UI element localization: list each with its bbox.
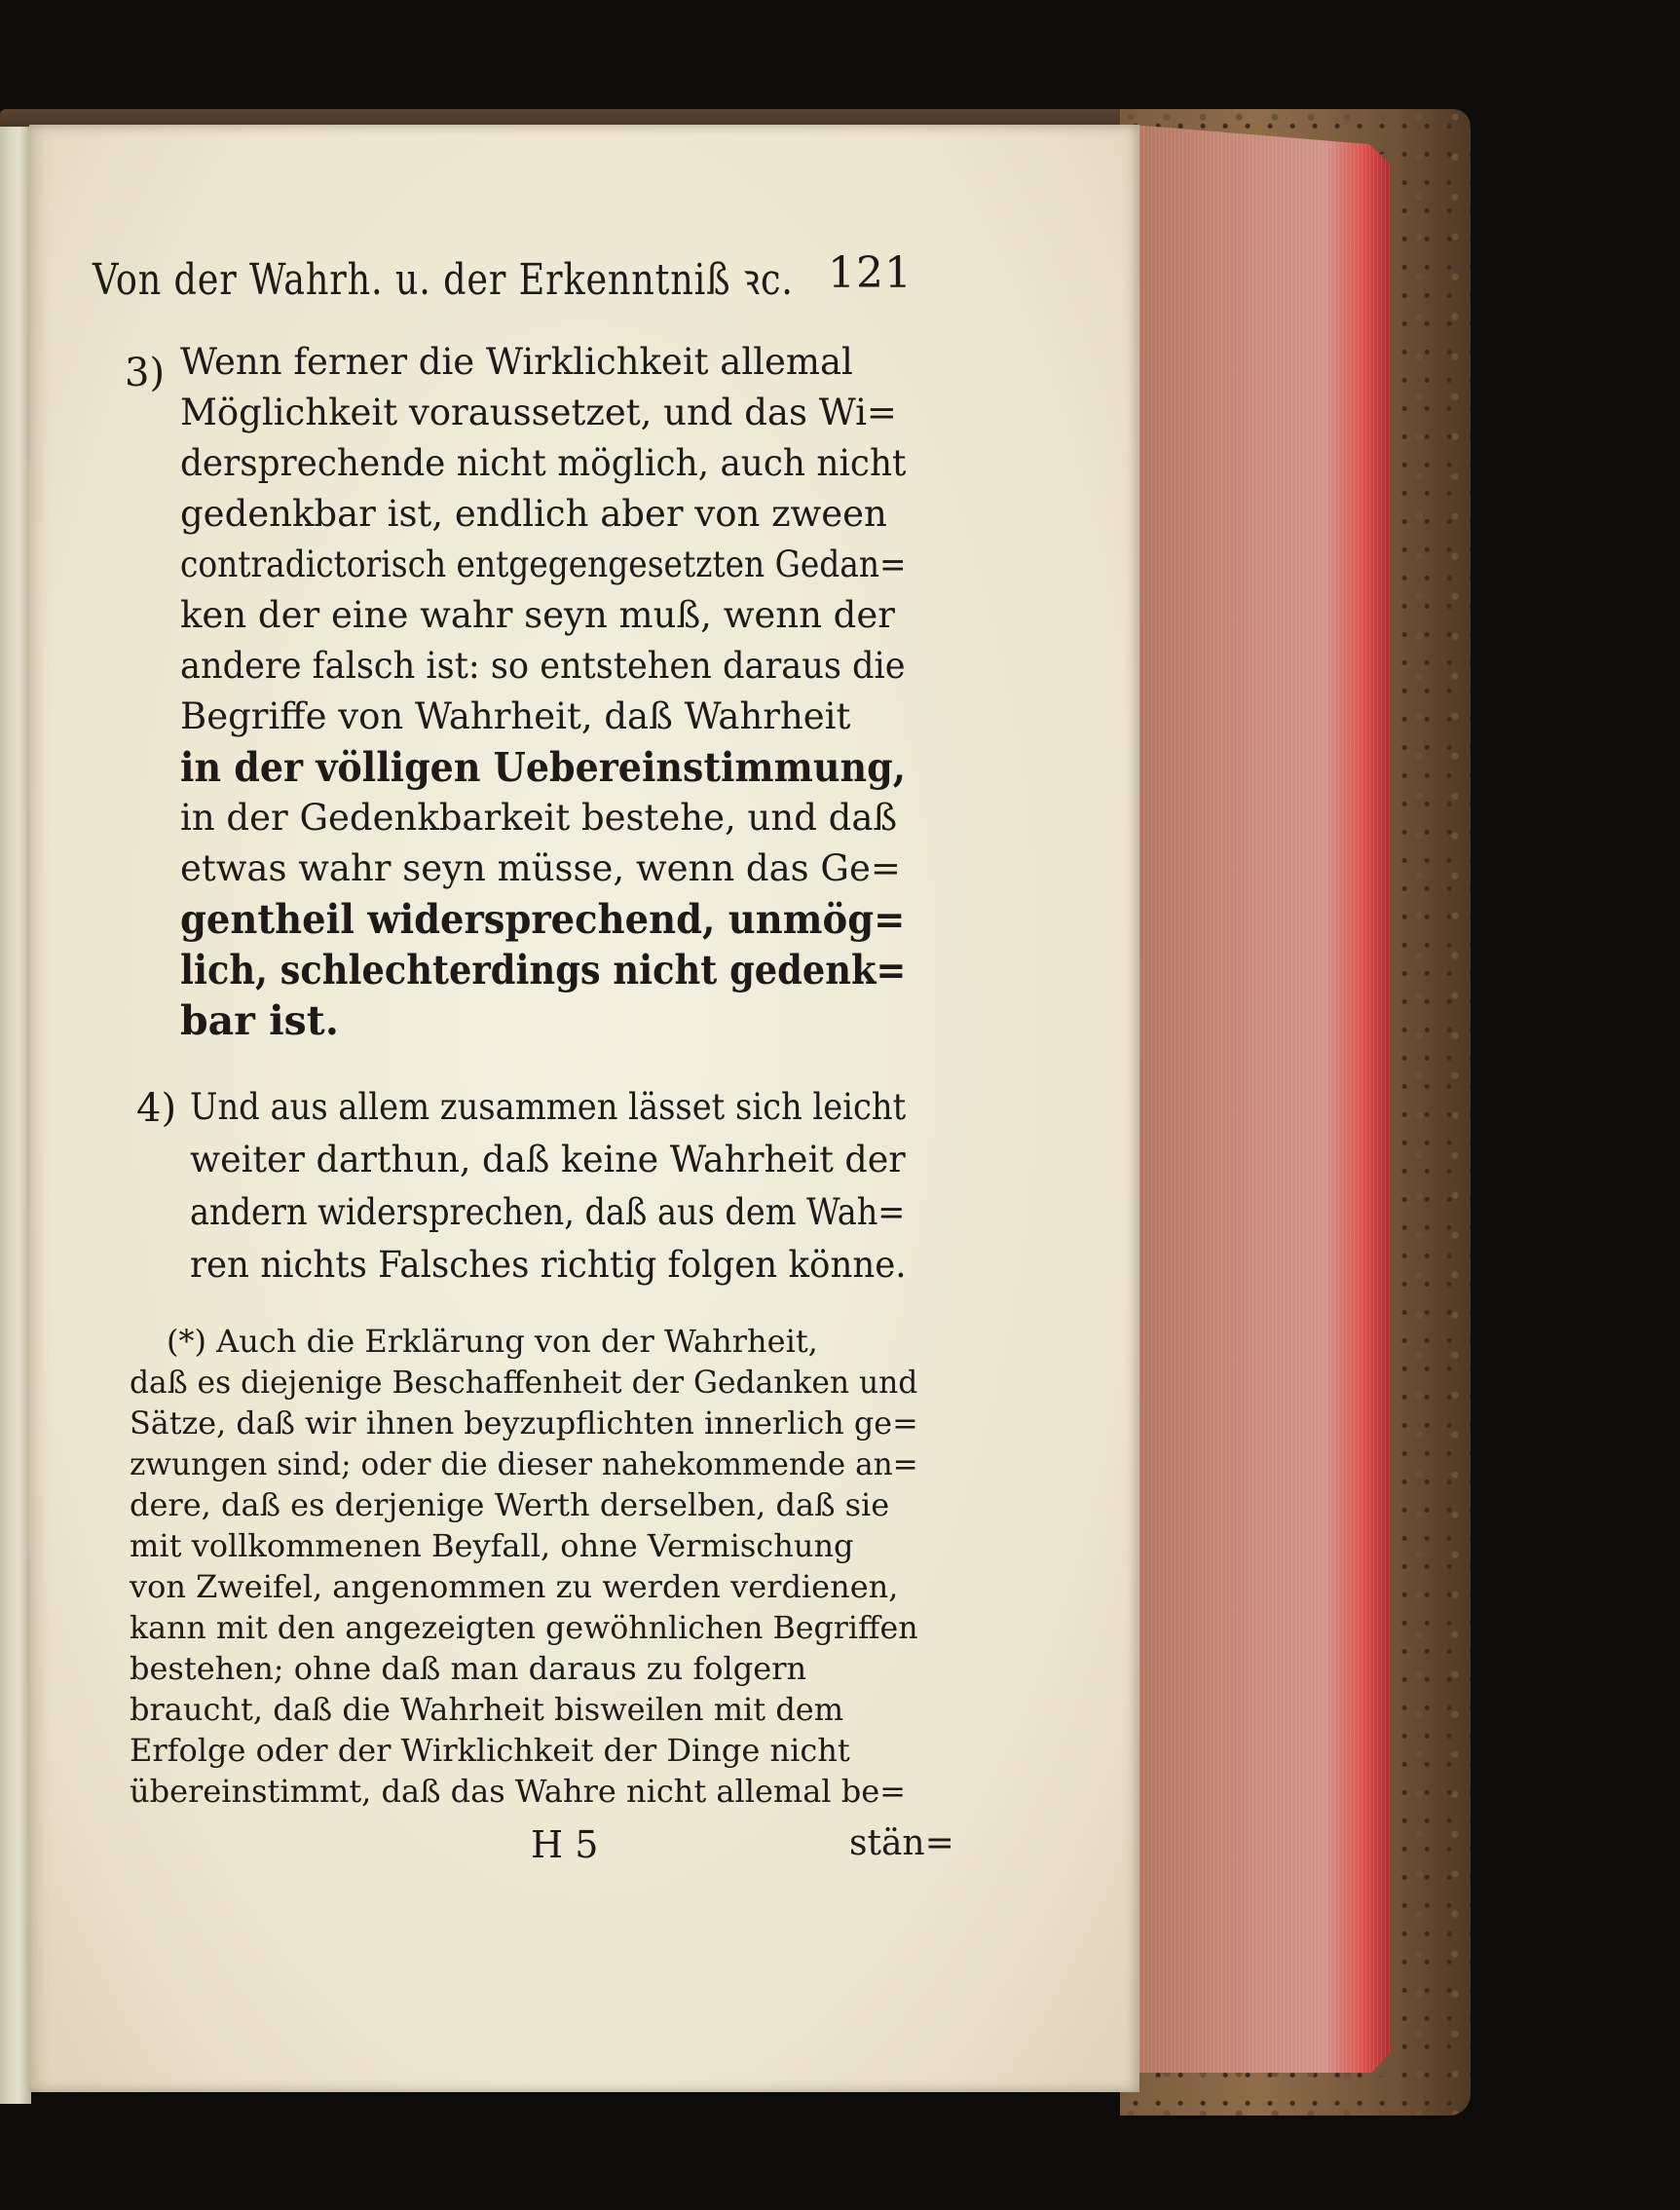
section-3-line: gedenkbar ist, endlich aber von zween [180,493,887,535]
section-3-line: in der völligen Uebereinstimmung, [180,744,906,791]
section-3-line: dersprechende nicht möglich, auch nicht [180,442,907,484]
section-4-number: 4) [136,1086,177,1131]
footnote-line: Sätze, daß wir ihnen beyzupflichten innerlich ge= [130,1405,918,1442]
section-3-line: bar ist. [180,997,339,1044]
section-3-line: lich, schlechterdings nicht gedenk= [180,947,907,993]
footnote-line: (*) Auch die Erklärung von der Wahrheit, [167,1323,818,1360]
section-3-line: ken der eine wahr seyn muß, wenn der [180,594,895,636]
footnote-line: zwungen sind; oder die dieser nahekommende an= [130,1445,918,1482]
section-3-line: contradictorisch entgegengesetzten Gedan= [180,543,907,585]
footnote-line: übereinstimmt, daß das Wahre nicht allemal be= [130,1773,906,1810]
running-header [93,248,936,307]
footnote-line: dere, daß es derjenige Werth derselben, daß sie [130,1486,890,1523]
section-4-line: Und aus allem zusammen lässet sich leicht [190,1086,907,1128]
footnote-line: daß es diejenige Beschaffenheit der Gedanken und [130,1364,918,1401]
footnote-line: bestehen; ohne daß man daraus zu folgern [130,1650,807,1687]
footnote-line: von Zweifel, angenommen zu werden verdienen, [130,1568,899,1605]
left-page-edge [0,127,31,2104]
section-4-line: weiter darthun, daß keine Wahrheit der [190,1139,906,1180]
page-fore-edge [1132,125,1390,2073]
section-3-number: 3) [125,351,166,395]
section-4-line: ren nichts Falsches richtig folgen könne. [190,1244,907,1286]
catchword: stän= [849,1823,954,1863]
footnote-line: mit vollkommenen Beyfall, ohne Vermischung [130,1527,854,1564]
section-3-line: Begriffe von Wahrheit, daß Wahrheit [180,695,851,737]
section-3-line: Wenn ferner die Wirklichkeit allemal [180,341,853,383]
section-3-line: in der Gedenkbarkeit bestehe, und daß [180,797,898,839]
section-4-line: andern widersprechen, daß aus dem Wah= [190,1191,906,1233]
footnote-line: braucht, daß die Wahrheit bisweilen mit dem [130,1691,844,1728]
section-3-line: andere falsch ist: so entstehen daraus die [180,645,906,687]
section-3-line: etwas wahr seyn müsse, wenn das Ge= [180,847,901,889]
section-3-line: gentheil widersprechend, unmög= [180,896,906,943]
footnote-line: Erfolge oder der Wirklichkeit der Dinge nicht [130,1732,850,1769]
page-number: 121 [828,248,913,298]
footnote-line: kann mit den angezeigten gewöhnlichen Begriffen [130,1609,918,1646]
signature-mark: H 5 [531,1823,599,1866]
running-title: Von der Wahrh. u. der Erkenntniß ꝛc. [93,255,794,305]
section-3-line: Möglichkeit voraussetzet, und das Wi= [180,392,897,433]
